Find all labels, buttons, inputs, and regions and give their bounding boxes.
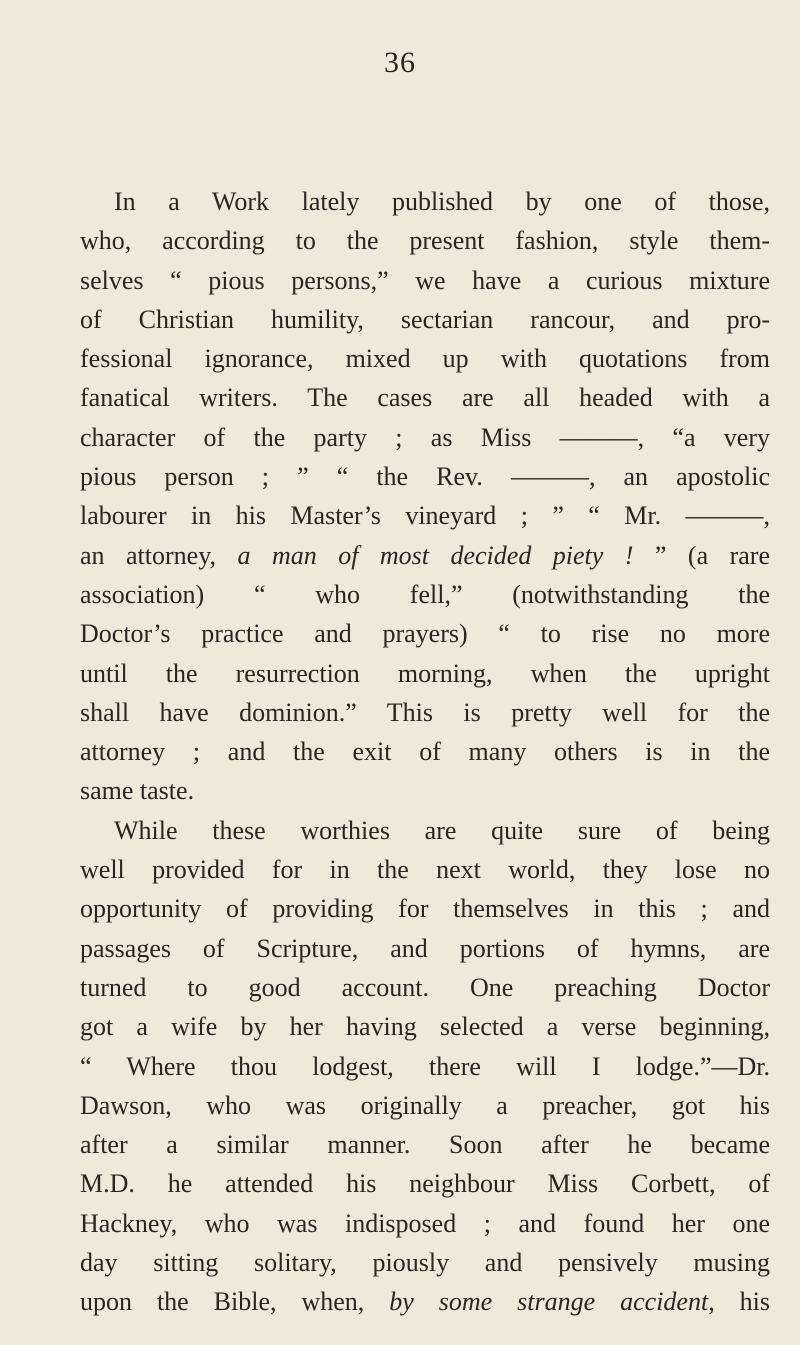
text-line: of Christian humility, sectarian rancour, and pro- xyxy=(80,304,770,334)
paragraph-1 xyxy=(80,182,770,811)
text-line: passages of Scripture, and portions of hymns, are xyxy=(80,933,770,963)
text-line: day sitting solitary, piously and pensively musing xyxy=(80,1248,770,1278)
text-line xyxy=(80,1282,770,1321)
text-line: fanatical writers. The cases are all headed with a xyxy=(80,383,770,413)
italic-phrase: by some strange accident xyxy=(389,1287,709,1317)
text-line: labourer in his Master’s vineyard ; ” “ Mr. ———, xyxy=(80,501,770,531)
text-run: , his xyxy=(708,1287,771,1317)
text-line: shall have dominion.” This is pretty well for the xyxy=(80,697,770,727)
text-run: an attorney, xyxy=(80,540,238,570)
text-line: got a wife by her having selected a verse beginning, xyxy=(80,1012,770,1042)
text-line: Doctor’s practice and prayers) “ to rise no more xyxy=(80,619,770,649)
text-line: M.D. he attended his neighbour Miss Corbett, of xyxy=(80,1169,770,1199)
text-line: In a Work lately published by one of those, xyxy=(114,187,770,216)
text-line: fessional ignorance, mixed up with quotations from xyxy=(80,344,770,374)
text-line: after a similar manner. Soon after he became xyxy=(80,1130,770,1160)
text-line: Hackney, who was indisposed ; and found her one xyxy=(80,1208,770,1238)
text-line: association) “ who fell,” (notwithstanding the xyxy=(80,579,770,609)
text-line: Dawson, who was originally a preacher, got his xyxy=(80,1090,770,1120)
paragraph-2 xyxy=(80,811,770,1322)
text-line: While these worthies are quite sure of being xyxy=(114,815,770,845)
page-number: 36 xyxy=(384,46,416,79)
text-line: opportunity of providing for themselves in this ; and xyxy=(80,894,770,924)
text-run: ” (a rare xyxy=(633,540,770,570)
text-run: upon the Bible, when, xyxy=(80,1287,390,1317)
text-line xyxy=(80,536,770,575)
text-line: character of the party ; as Miss ———, “a very xyxy=(80,422,770,452)
text-line: pious person ; ” “ the Rev. ———, an apostolic xyxy=(80,462,770,492)
text-line: well provided for in the next world, they lose no xyxy=(80,855,770,885)
text-line: attorney ; and the exit of many others is in the xyxy=(80,737,770,767)
text-line: turned to good account. One preaching Doctor xyxy=(80,972,770,1002)
text-line: who, according to the present fashion, style them- xyxy=(80,226,770,256)
text-line: same taste. xyxy=(80,776,195,806)
text-line: until the resurrection morning, when the upright xyxy=(80,658,770,688)
italic-phrase: a man of most decided piety ! xyxy=(237,540,634,570)
body-text xyxy=(80,182,770,1322)
text-line: “ Where thou lodgest, there will I lodge.”—Dr. xyxy=(80,1051,770,1081)
text-line: selves “ pious persons,” we have a curious mixture xyxy=(80,265,770,295)
